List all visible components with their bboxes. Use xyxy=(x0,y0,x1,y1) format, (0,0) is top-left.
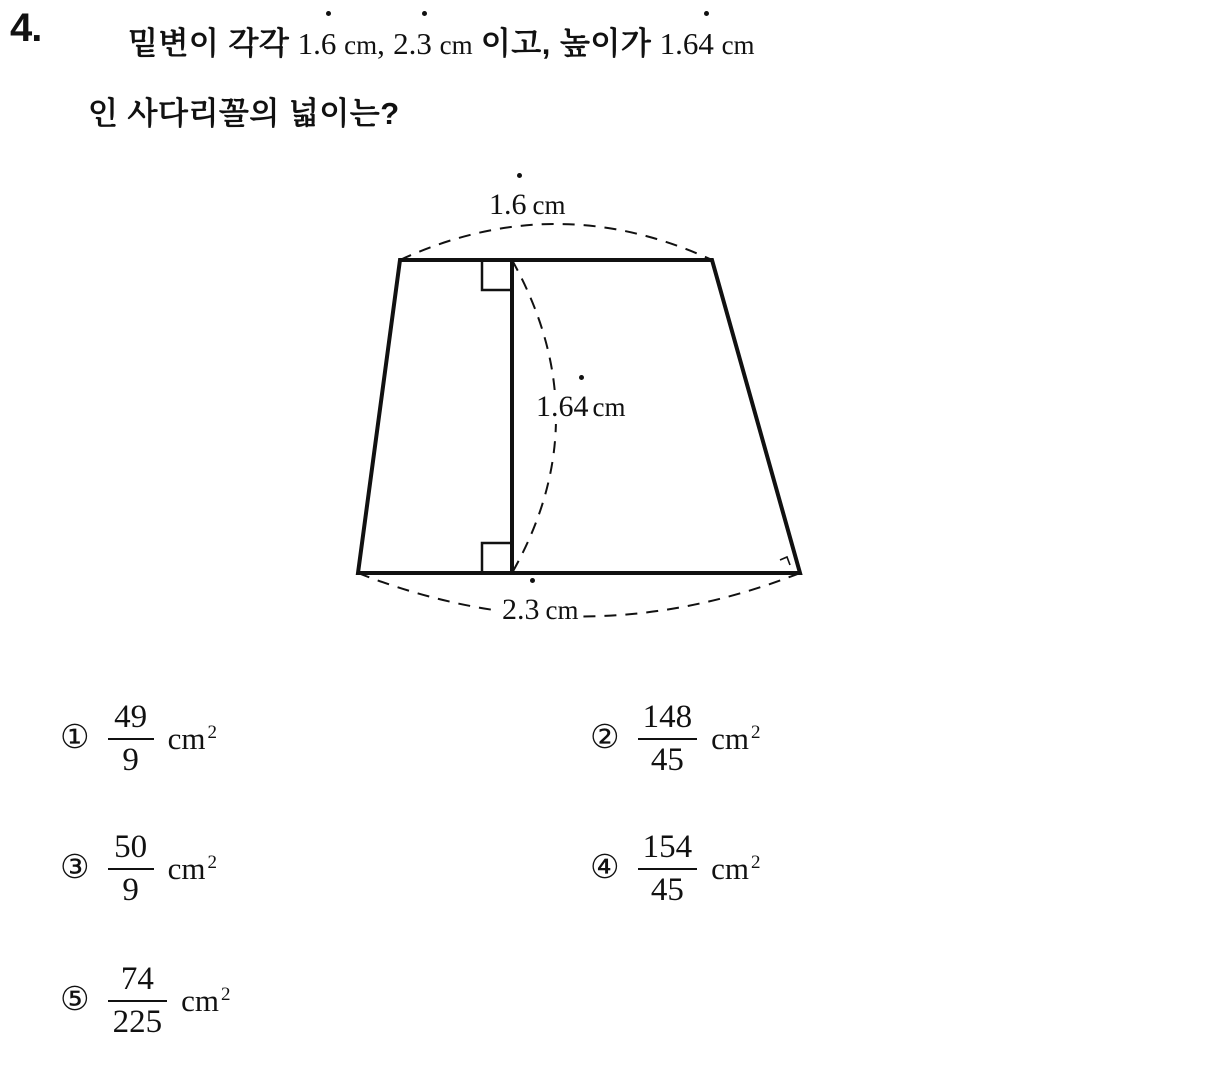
right-angle-mark-top xyxy=(482,260,512,290)
right-angle-mark-bottom xyxy=(482,543,512,573)
bottom-base-label-unit: cm xyxy=(545,595,579,625)
choice-unit-text-4: cm xyxy=(711,850,749,886)
choice-denominator-2: 45 xyxy=(650,742,684,779)
choice-unit-exponent-1: 2 xyxy=(207,721,217,743)
fraction-bar xyxy=(638,738,698,741)
answer-choice-2[interactable] xyxy=(590,700,760,778)
choice-unit-exponent-4: 2 xyxy=(750,851,761,873)
value-bottom-base-integer: 2. xyxy=(393,26,417,61)
choice-fraction-1 xyxy=(108,700,154,778)
question-text-a: 밑변이 각각 xyxy=(128,26,290,61)
unit-cm-1: cm xyxy=(344,30,378,60)
value-top-base-repeating-digit: 6 xyxy=(320,26,337,61)
choice-unit-exponent-3: 2 xyxy=(207,851,217,873)
choice-marker-5: ⑤ xyxy=(60,982,90,1019)
answer-choice-3[interactable] xyxy=(60,830,217,908)
choice-unit-text-2: cm xyxy=(711,720,749,756)
question-block xyxy=(0,0,1205,160)
choice-unit-1 xyxy=(168,721,217,757)
value-height-repeating-digit: 4 xyxy=(698,26,714,61)
choice-numerator-4: 154 xyxy=(642,829,693,865)
choice-unit-exponent-2: 2 xyxy=(750,721,761,743)
value-top-base-integer: 1. xyxy=(297,26,321,61)
choice-marker-1: ① xyxy=(60,720,90,757)
choice-numerator-5: 74 xyxy=(120,961,154,997)
value-height-integer: 1.6 xyxy=(659,26,699,61)
choice-marker-3: ③ xyxy=(60,850,90,887)
question-text-b: 이고, 높이가 xyxy=(480,26,652,61)
choice-denominator-3: 9 xyxy=(122,872,139,909)
choice-marker-4: ④ xyxy=(590,850,620,887)
choice-unit-5 xyxy=(181,983,230,1019)
comma-separator: , xyxy=(377,26,385,61)
choice-unit-text-1: cm xyxy=(167,720,206,756)
value-top-base xyxy=(298,26,345,61)
fraction-bar xyxy=(638,868,698,871)
choice-unit-exponent-5: 2 xyxy=(220,983,231,1005)
choice-unit-text-5: cm xyxy=(181,982,219,1018)
answer-choice-1[interactable] xyxy=(60,700,217,778)
bottom-base-label-repeating-digit: 3 xyxy=(524,593,540,626)
choice-denominator-5: 225 xyxy=(112,1004,163,1041)
choice-unit-4 xyxy=(711,851,760,887)
value-height xyxy=(660,26,722,61)
choice-unit-text-3: cm xyxy=(167,850,206,886)
choice-unit-2 xyxy=(711,721,760,757)
height-label-integer: 1.6 xyxy=(536,390,574,423)
top-base-dimension-arc xyxy=(400,224,712,260)
bottom-base-label-integer: 2. xyxy=(502,593,525,626)
question-line-1 xyxy=(128,18,755,63)
value-bottom-base xyxy=(393,26,440,61)
question-line-2: 인 사다리꼴의 넓이는? xyxy=(88,96,400,131)
fraction-bar xyxy=(108,738,154,741)
answer-choice-4[interactable] xyxy=(590,830,760,908)
choice-fraction-3 xyxy=(108,830,154,908)
choice-denominator-1: 9 xyxy=(122,742,139,779)
height-label xyxy=(532,390,630,424)
question-number: 4. xyxy=(10,6,42,50)
trapezoid-figure xyxy=(300,168,860,658)
choice-unit-3 xyxy=(168,851,217,887)
corner-mark-icon xyxy=(780,557,790,565)
top-base-label xyxy=(485,188,570,222)
top-base-label-unit: cm xyxy=(532,190,566,220)
top-base-label-repeating-digit: 6 xyxy=(511,188,527,221)
top-base-label-integer: 1. xyxy=(489,188,512,221)
choice-marker-2: ② xyxy=(590,720,620,757)
choice-fraction-2 xyxy=(638,700,698,778)
fraction-bar xyxy=(108,868,154,871)
choice-denominator-4: 45 xyxy=(650,872,684,909)
value-bottom-base-repeating-digit: 3 xyxy=(416,26,432,61)
choice-numerator-2: 148 xyxy=(642,699,693,735)
answer-choices xyxy=(0,690,1205,1090)
unit-cm-3: cm xyxy=(721,30,755,60)
unit-cm-2: cm xyxy=(439,30,473,60)
choice-fraction-5 xyxy=(108,962,168,1040)
answer-choice-5[interactable] xyxy=(60,962,230,1040)
choice-fraction-4 xyxy=(638,830,698,908)
choice-numerator-3: 50 xyxy=(114,829,148,865)
choice-numerator-1: 49 xyxy=(114,699,148,735)
fraction-bar xyxy=(108,1000,168,1003)
height-label-unit: cm xyxy=(592,392,626,422)
bottom-base-label xyxy=(498,593,583,627)
height-label-repeating-digit: 4 xyxy=(573,390,589,423)
